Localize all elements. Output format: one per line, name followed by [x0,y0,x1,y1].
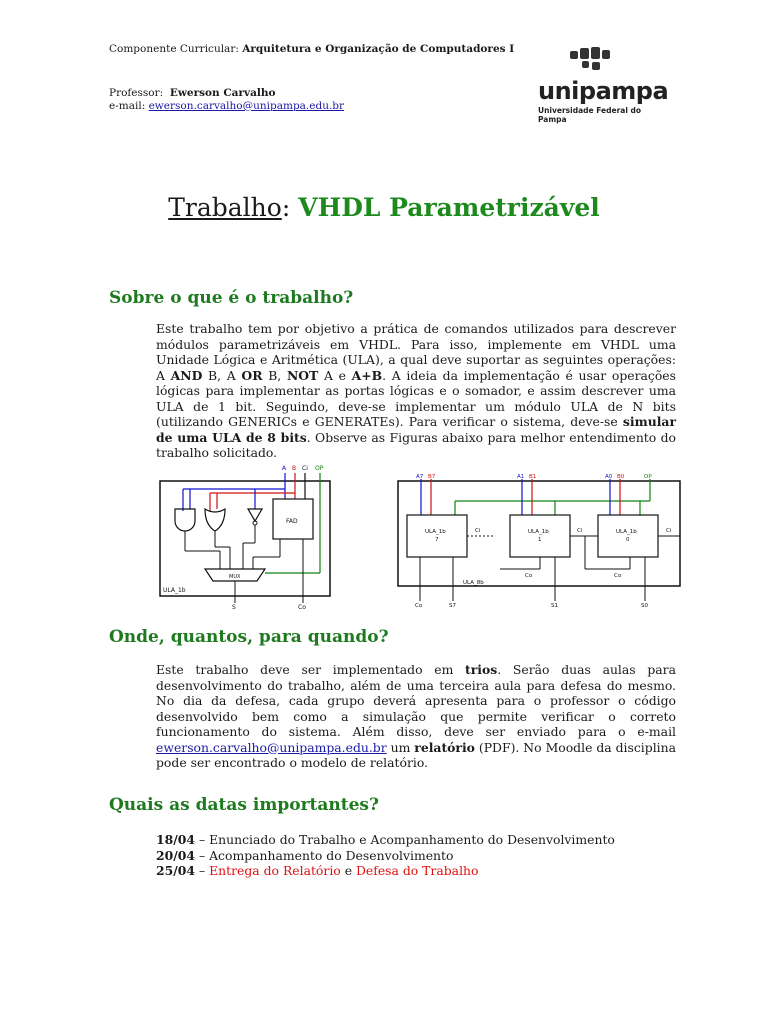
title-prefix: Trabalho [168,193,282,222]
figure-ula-8bit [395,471,685,611]
course-line [109,43,514,56]
fig1-label-mux: MUX [229,574,241,580]
about-op-sum: A+B [351,367,383,383]
date-value: 18/04 [156,832,196,847]
where-trios: trios [465,662,498,677]
fig2-label-s7: S7 [449,603,456,609]
about-text-3: B, [262,367,287,383]
email-line [109,100,344,113]
where-text-3: um [386,739,415,755]
where-text-2: . Serão duas aulas para desenvolvimento do trabalho, além de uma terceira aula para defesa do mesmo. No dia da defesa, cada grupo deverá apresenta para o professor o código desenvolvido bem como a simulação que permite verificar o correto funcionamento do sistema. Além disso, deve ser enviado para o e-mail [156,662,676,739]
professor-line [109,87,276,100]
about-op-and: AND [170,367,203,383]
about-emph: simular de uma ULA de 8 bits [156,414,676,445]
fig2-label-ci-7: Ci [475,528,481,534]
fig1-label-ci: Ci [302,465,308,472]
fig2-block1-name: ULA_1b [528,529,549,535]
fig2-label-co-1: Co [525,573,533,579]
fig2-label-s0: S0 [641,603,648,609]
section-about-heading: Sobre o que é o trabalho? [109,288,354,308]
logo-subtitle: Universidade Federal do Pampa [538,106,642,124]
dates-list [156,832,676,879]
fig2-label-op: OP [644,474,652,480]
ula-block-7 [407,515,467,557]
date-item [156,863,676,879]
section-where-heading: Onde, quantos, para quando? [109,627,389,647]
fig2-label-b0: B0 [617,474,625,480]
about-text-4: A e [318,367,352,383]
date-text: Enunciado do Trabalho e Acompanhamento do Desenvolvimento [209,832,615,847]
date-value: 25/04 [156,863,196,878]
where-report: relatório [414,739,475,755]
fig2-label-ci-1: Ci [577,528,583,534]
email-label: e-mail: [109,100,146,112]
header-email-link[interactable]: ewerson.carvalho@unipampa.edu.br [148,100,345,112]
fig2-label-ula8: ULA_8b [463,580,484,586]
title-main: VHDL Parametrizável [298,193,600,222]
fig2-label-s1: S1 [551,603,558,609]
date-deliverable-defense: Defesa do Trabalho [355,863,479,878]
fig2-label-a1: A1 [517,474,525,480]
where-email-link[interactable]: ewerson.carvalho@unipampa.edu.br [156,739,387,755]
date-dash: – [195,847,210,863]
fig2-label-a0: A0 [605,474,613,480]
fig2-label-b7: B7 [428,474,436,480]
not-gate-icon [248,509,262,521]
fig2-label-co-0: Co [614,573,622,579]
fig1-label-a: A [282,465,287,472]
fig1-label-b: B [292,465,297,472]
date-item [156,848,676,864]
ula-block-0 [598,515,658,557]
page-title [0,193,768,222]
course-label: Componente Curricular: [109,43,239,55]
logo-mark-icon [538,46,658,76]
date-item [156,832,676,848]
figure-ula-1bit [155,461,335,611]
date-deliverable-report: Entrega do Relatório [209,863,341,878]
unipampa-logo [538,46,669,124]
title-colon: : [281,193,291,222]
section-where-paragraph [156,662,676,771]
fig1-label-op: OP [315,465,324,472]
logo-name: unipampa [538,77,669,105]
fig2-block7-name: ULA_1b [425,529,446,535]
fig1-label-s: S [232,604,236,611]
fig2-block0-name: ULA_1b [616,529,637,535]
and-gate-icon [175,509,195,531]
about-text-6: . Observe as Figuras abaixo para melhor entendimento do trabalho solicitado. [156,429,676,460]
section-about-paragraph [156,321,676,461]
fig2-block1-idx: 1 [538,537,542,543]
about-op-or: OR [241,367,263,383]
about-text-2: B, A [202,367,242,383]
date-text: Acompanhamento do Desenvolvimento [209,847,454,863]
or-gate-icon [205,509,225,531]
date-value: 20/04 [156,847,196,863]
fig2-label-b1: B1 [529,474,537,480]
fig2-block0-idx: 0 [626,537,630,543]
about-text-1: Este trabalho tem por objetivo a prática de comandos utilizados para descrever módulos parametrizáveis em VHDL. Para isso, implemente em VHDL uma Unidade Lógica e Aritmética (ULA), a qual deve suportar as seguintes operações: A [156,321,676,383]
date-dash: – [195,832,210,847]
fig1-label-ula: ULA_1b [163,587,186,594]
section-dates-heading: Quais as datas importantes? [109,795,379,815]
date-conjunction: e [340,863,356,878]
fig2-label-a7: A7 [416,474,424,480]
fig2-label-ci-0: Ci [666,528,672,534]
where-text-1: Este trabalho deve ser implementado em [156,662,466,677]
fig1-label-co: Co [298,604,306,611]
course-name: Arquitetura e Organização de Computadores I [242,43,515,55]
about-op-not: NOT [286,367,319,383]
about-text-5: . A ideia da implementação é usar operações lógicas para implementar as portas lógicas e o somador, e assim descrever uma ULA de 1 bit. Seguindo, deve-se implementar um módulo ULA de N bits (utilizando GENERICs e GENERATEs). Para verificar o sistema, deve-se [156,367,676,429]
ula-block-1 [510,515,570,557]
date-dash: – [195,863,210,878]
professor-label: Professor: [109,87,164,99]
fig2-block7-idx: 7 [435,537,439,543]
fig2-label-co: Co [415,603,423,609]
where-text-4: (PDF). No Moodle da disciplina pode ser encontrado o modelo de relatório. [156,739,676,770]
fig1-label-fad: FAD [286,518,298,525]
professor-name: Ewerson Carvalho [169,87,276,99]
